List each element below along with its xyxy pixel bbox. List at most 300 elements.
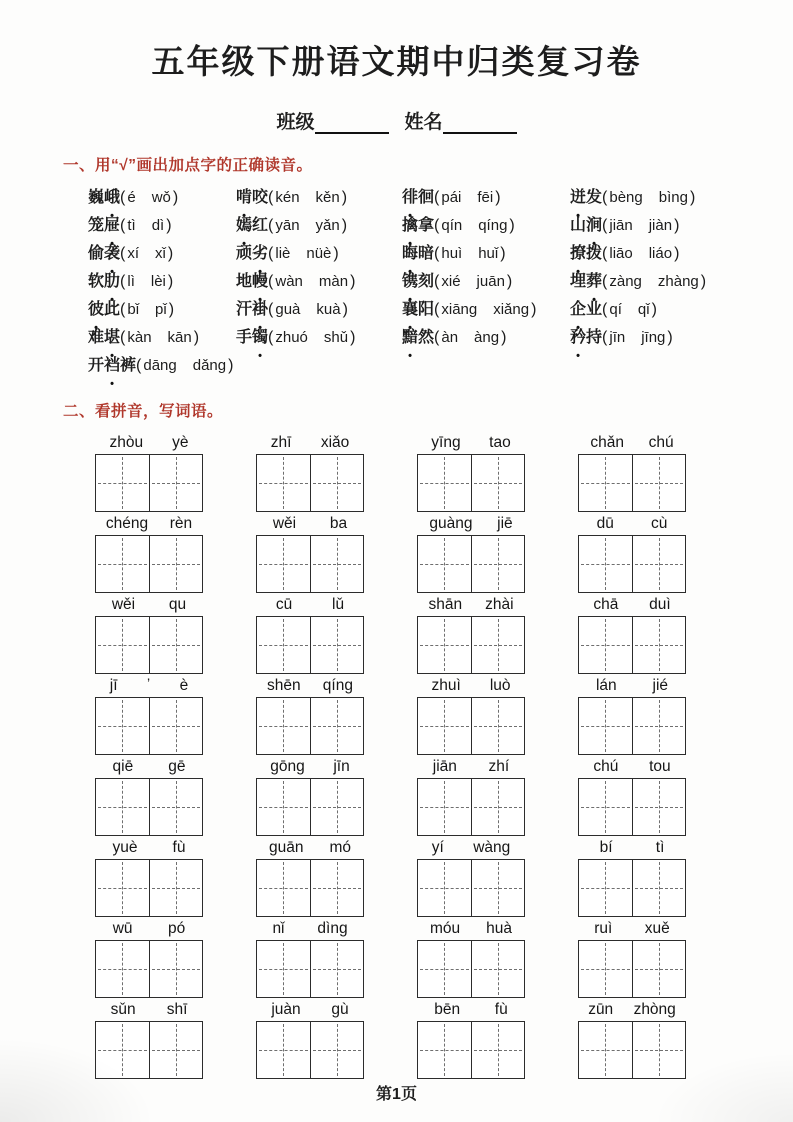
writing-box[interactable] — [95, 454, 203, 512]
writing-cell[interactable] — [96, 536, 149, 592]
writing-cell[interactable] — [579, 1022, 632, 1078]
pinyin-options — [120, 329, 199, 346]
pinyin-syllable: xuě — [644, 920, 670, 937]
pinyin-syllable: móu — [429, 920, 461, 937]
writing-cell[interactable] — [257, 536, 310, 592]
writing-box[interactable] — [95, 616, 203, 674]
pinyin-word-item — [578, 838, 686, 917]
word-char: 涧 — [586, 217, 603, 234]
pinyin-syllable: cū — [275, 596, 293, 613]
writing-cell[interactable] — [310, 779, 364, 835]
word-char: 暗 — [418, 245, 435, 262]
writing-box[interactable] — [256, 454, 364, 512]
writing-cell[interactable] — [418, 860, 471, 916]
writing-cell[interactable] — [632, 1022, 686, 1078]
writing-box[interactable] — [578, 940, 686, 998]
writing-cell[interactable] — [310, 860, 364, 916]
word-text — [402, 301, 434, 318]
writing-box[interactable] — [417, 454, 525, 512]
writing-cell[interactable] — [632, 779, 686, 835]
pinyin-option[interactable]: qǐ — [637, 301, 650, 318]
word-char: 葬 — [586, 273, 603, 290]
word-char: 业 — [586, 301, 603, 318]
pinyin-option[interactable]: zhàng — [657, 273, 699, 290]
writing-cell[interactable] — [418, 536, 471, 592]
word-text — [236, 329, 268, 346]
writing-cell[interactable] — [149, 698, 203, 754]
pinyin-label — [95, 676, 203, 695]
pinyin-options — [136, 357, 233, 374]
word-char: 屉 — [104, 217, 121, 234]
pinyin-option[interactable]: xǐ — [155, 245, 166, 262]
pinyin-options — [434, 245, 506, 262]
pinyin-label — [95, 595, 203, 614]
pinyin-options — [602, 301, 657, 318]
word-char: 咬 — [252, 189, 269, 206]
writing-cell[interactable] — [96, 941, 149, 997]
pinyin-syllable: gē — [168, 758, 186, 775]
writing-cell[interactable] — [471, 536, 525, 592]
pinyin-syllable: ba — [329, 515, 348, 532]
writing-box[interactable] — [417, 697, 525, 755]
word-text — [236, 301, 268, 318]
pinyin-option[interactable]: zàng — [609, 273, 642, 290]
writing-box[interactable] — [417, 616, 525, 674]
section2-heading: 二、看拼音，写词语。 — [63, 403, 224, 420]
pinyin-option[interactable]: é — [127, 189, 136, 206]
pinyin-word-item — [95, 595, 203, 674]
pinyin-options — [120, 273, 173, 290]
word-char: 山 — [570, 217, 587, 234]
pinyin-option[interactable]: huǐ — [478, 245, 499, 262]
writing-cell[interactable] — [579, 860, 632, 916]
pinyin-word-item — [417, 1000, 525, 1079]
writing-cell[interactable] — [310, 941, 364, 997]
writing-box[interactable] — [417, 535, 525, 593]
pinyin-syllable: gōng — [270, 758, 305, 775]
pinyin-option[interactable]: bèng — [609, 189, 643, 206]
pinyin-option[interactable]: nüè — [306, 245, 332, 262]
writing-box[interactable] — [417, 940, 525, 998]
writing-cell[interactable] — [471, 1022, 525, 1078]
pinyin-option[interactable]: kěn — [315, 189, 340, 206]
pinyin-word-item — [417, 757, 525, 836]
page-number: 第1页 — [376, 1086, 417, 1103]
paren-open: ( — [120, 189, 126, 206]
pinyin-syllable: tì — [655, 839, 665, 856]
writing-cell[interactable] — [96, 698, 149, 754]
pinyin-option[interactable]: kén — [275, 189, 300, 206]
word-item — [402, 324, 570, 352]
pinyin-option[interactable]: zhuó — [275, 329, 308, 346]
pinyin-syllable: dū — [596, 515, 614, 532]
pinyin-option[interactable]: liè — [275, 245, 291, 262]
writing-box[interactable] — [95, 778, 203, 836]
paren-open: ( — [434, 245, 440, 262]
word-char: 难 — [88, 329, 105, 346]
pinyin-option[interactable]: xiāng — [441, 301, 478, 318]
paren-open: ( — [268, 301, 274, 318]
writing-box[interactable] — [578, 616, 686, 674]
writing-cell[interactable] — [579, 617, 632, 673]
writing-cell[interactable] — [310, 455, 364, 511]
writing-cell[interactable] — [579, 536, 632, 592]
pinyin-options — [268, 217, 347, 234]
pinyin-word-item — [578, 757, 686, 836]
writing-cell[interactable] — [471, 941, 525, 997]
writing-box[interactable] — [95, 859, 203, 917]
paren-close: ) — [674, 245, 680, 262]
pinyin-option[interactable]: kān — [167, 329, 192, 346]
pinyin-word-item — [95, 1000, 203, 1079]
writing-box[interactable] — [256, 535, 364, 593]
writing-box[interactable] — [256, 1021, 364, 1079]
paren-open: ( — [434, 273, 440, 290]
word-text — [402, 329, 434, 346]
pinyin-syllable: huà — [486, 920, 512, 937]
word-char: 企 — [570, 301, 587, 318]
word-char: 彼 — [88, 301, 105, 318]
word-char: 阳 — [418, 301, 435, 318]
paren-close: ) — [700, 273, 707, 290]
pinyin-syllable: wěi — [111, 596, 136, 613]
writing-cell[interactable] — [418, 941, 471, 997]
word-item — [88, 352, 236, 380]
pinyin-option[interactable]: dāng — [143, 357, 177, 374]
pinyin-label — [95, 1000, 203, 1019]
word-item — [570, 268, 783, 296]
pinyin-syllable: jī — [109, 677, 118, 694]
pinyin-word-item — [256, 838, 364, 917]
name-label: 姓名 — [404, 112, 443, 133]
writing-box[interactable] — [417, 859, 525, 917]
pinyin-label — [578, 919, 686, 938]
pinyin-option[interactable]: qín — [441, 217, 463, 234]
pinyin-syllable: sǔn — [110, 1001, 136, 1018]
pinyin-option[interactable]: liāo — [609, 245, 633, 262]
pinyin-syllable: chú — [593, 758, 619, 775]
pinyin-option[interactable]: yǎn — [315, 217, 340, 234]
writing-cell[interactable] — [257, 617, 310, 673]
writing-cell[interactable] — [310, 617, 364, 673]
pinyin-label — [256, 433, 364, 452]
writing-box[interactable] — [417, 1021, 525, 1079]
pinyin-word-item — [256, 676, 364, 755]
pinyin-syllable: cù — [651, 515, 668, 532]
word-char: 堪 — [104, 329, 121, 346]
writing-cell[interactable] — [579, 941, 632, 997]
pinyin-options — [120, 301, 174, 318]
writing-cell[interactable] — [149, 536, 203, 592]
pinyin-options — [602, 217, 679, 234]
writing-cell[interactable] — [149, 860, 203, 916]
pinyin-option[interactable]: shǔ — [323, 329, 349, 346]
pinyin-option[interactable]: kuà — [316, 301, 341, 318]
pinyin-syllable: jiē — [497, 515, 513, 532]
pinyin-syllable: guān — [268, 839, 304, 856]
word-char: 矜 — [570, 329, 587, 346]
paren-close: ) — [168, 301, 175, 318]
pinyin-options — [434, 301, 536, 318]
word-text — [570, 329, 602, 346]
paren-open: ( — [602, 273, 608, 290]
pinyin-word-item — [256, 514, 364, 593]
word-char: 黯 — [402, 329, 419, 346]
pinyin-option[interactable]: àng — [474, 329, 500, 346]
word-char: 此 — [104, 301, 121, 318]
pinyin-option[interactable]: liáo — [648, 245, 673, 262]
pinyin-options — [268, 301, 348, 318]
pinyin-option[interactable]: àn — [441, 329, 459, 346]
pinyin-option[interactable]: wǒ — [151, 189, 171, 206]
paren-open: ( — [602, 189, 608, 206]
pinyin-syllable: dìng — [317, 920, 348, 937]
pinyin-syllable: zhòu — [109, 434, 144, 451]
writing-cell[interactable] — [257, 860, 310, 916]
pinyin-option[interactable]: màn — [318, 273, 349, 290]
pinyin-option[interactable]: pǐ — [155, 301, 167, 318]
pinyin-syllable: pó — [168, 920, 186, 937]
writing-cell[interactable] — [96, 455, 149, 511]
writing-cell[interactable] — [310, 1022, 364, 1078]
pinyin-label — [417, 595, 525, 614]
pinyin-option[interactable]: bǐ — [127, 301, 140, 318]
writing-cell[interactable] — [579, 698, 632, 754]
pinyin-syllable: qíng — [322, 677, 353, 694]
word-item — [236, 324, 402, 352]
writing-cell[interactable] — [632, 617, 686, 673]
writing-cell[interactable] — [149, 779, 203, 835]
pinyin-syllable: wū — [112, 920, 133, 937]
paren-close: ) — [674, 217, 680, 234]
writing-box[interactable] — [256, 940, 364, 998]
paren-close: ) — [341, 189, 348, 206]
pinyin-option[interactable]: xí — [127, 245, 140, 262]
writing-cell[interactable] — [96, 779, 149, 835]
word-text — [402, 273, 434, 290]
writing-box[interactable] — [578, 778, 686, 836]
writing-cell[interactable] — [579, 455, 632, 511]
pinyin-label — [417, 1000, 525, 1019]
writing-cell[interactable] — [471, 860, 525, 916]
pinyin-options — [434, 329, 506, 346]
paren-close: ) — [166, 217, 172, 234]
writing-cell[interactable] — [632, 698, 686, 754]
word-char: 偷 — [88, 245, 105, 262]
pinyin-syllable: fù — [172, 839, 186, 856]
pinyin-option[interactable]: guà — [275, 301, 301, 318]
writing-cell[interactable] — [310, 698, 364, 754]
writing-cell[interactable] — [632, 941, 686, 997]
writing-cell[interactable] — [257, 455, 310, 511]
pinyin-option[interactable]: huì — [441, 245, 463, 262]
pinyin-option[interactable]: tì — [127, 217, 136, 234]
pinyin-word-item — [256, 757, 364, 836]
pinyin-option[interactable]: xiǎng — [493, 301, 530, 318]
word-char: 嫣 — [236, 217, 253, 234]
word-item — [88, 296, 236, 324]
pinyin-syllable: jié — [652, 677, 669, 694]
pinyin-syllable: chǎn — [590, 434, 624, 451]
writing-cell[interactable] — [471, 779, 525, 835]
writing-cell[interactable] — [632, 860, 686, 916]
word-item — [402, 184, 570, 212]
writing-box[interactable] — [578, 454, 686, 512]
paren-close: ) — [228, 357, 234, 374]
pinyin-label — [417, 757, 525, 776]
pinyin-option[interactable]: yān — [275, 217, 300, 234]
writing-box[interactable] — [95, 1021, 203, 1079]
writing-cell[interactable] — [418, 779, 471, 835]
pinyin-option[interactable]: xié — [441, 273, 461, 290]
pinyin-syllable: shēn — [267, 677, 301, 694]
pinyin-label — [95, 433, 203, 452]
writing-cell[interactable] — [579, 779, 632, 835]
pinyin-word-item — [578, 514, 686, 593]
word-char: 开 — [88, 357, 105, 374]
writing-cell[interactable] — [471, 617, 525, 673]
word-text — [570, 189, 602, 206]
word-char: 裤 — [120, 357, 137, 374]
writing-cell[interactable] — [96, 860, 149, 916]
pinyin-word-item — [256, 595, 364, 674]
pinyin-option[interactable]: qí — [609, 301, 622, 318]
pinyin-label — [95, 757, 203, 776]
pinyin-option[interactable]: juān — [476, 273, 505, 290]
writing-box[interactable] — [95, 697, 203, 755]
pinyin-option[interactable]: lì — [127, 273, 135, 290]
writing-box[interactable] — [256, 859, 364, 917]
paren-close: ) — [193, 329, 200, 346]
word-char: 持 — [586, 329, 603, 346]
writing-cell[interactable] — [418, 617, 471, 673]
paren-close: ) — [651, 301, 657, 318]
pinyin-syllable: gù — [331, 1001, 349, 1018]
pinyin-option[interactable]: kàn — [127, 329, 152, 346]
writing-box[interactable] — [256, 778, 364, 836]
paren-open: ( — [136, 357, 142, 374]
pinyin-option[interactable]: bìng — [658, 189, 688, 206]
writing-cell[interactable] — [257, 1022, 310, 1078]
writing-box[interactable] — [95, 535, 203, 593]
pinyin-label — [578, 433, 686, 452]
paren-open: ( — [120, 273, 126, 290]
writing-cell[interactable] — [257, 941, 310, 997]
name-input-line[interactable] — [443, 114, 517, 134]
paren-open: ( — [120, 217, 126, 234]
pinyin-option[interactable]: lèi — [150, 273, 166, 290]
writing-box[interactable] — [578, 1021, 686, 1079]
writing-box[interactable] — [256, 616, 364, 674]
writing-cell[interactable] — [418, 698, 471, 754]
word-char: 徊 — [418, 189, 435, 206]
word-item — [236, 212, 402, 240]
writing-cell[interactable] — [632, 455, 686, 511]
pinyin-option[interactable]: dǎng — [192, 357, 227, 374]
pinyin-syllable: è — [179, 677, 189, 694]
word-char: 埋 — [570, 273, 587, 290]
word-char: 裆 — [104, 357, 121, 374]
pinyin-syllable: wěi — [272, 515, 297, 532]
pinyin-word-item — [578, 676, 686, 755]
pinyin-word-item — [256, 433, 364, 512]
paren-open: ( — [434, 189, 440, 206]
paren-close: ) — [167, 273, 174, 290]
writing-box[interactable] — [256, 697, 364, 755]
writing-box[interactable] — [578, 859, 686, 917]
pinyin-syllable: bēn — [434, 1001, 461, 1018]
paren-open: ( — [120, 301, 126, 318]
pinyin-syllable: rèn — [169, 515, 193, 532]
pinyin-syllable: tou — [649, 758, 671, 775]
paren-close: ) — [667, 329, 673, 346]
word-text — [570, 301, 602, 318]
pinyin-syllable: zhuì — [431, 677, 461, 694]
pinyin-word-item — [578, 919, 686, 998]
pinyin-option[interactable]: jīng — [641, 329, 666, 346]
writing-box[interactable] — [578, 535, 686, 593]
writing-cell[interactable] — [149, 1022, 203, 1078]
pinyin-label — [578, 676, 686, 695]
pinyin-option[interactable]: dì — [151, 217, 165, 234]
pinyin-word-item — [417, 433, 525, 512]
pinyin-option[interactable]: jiàn — [648, 217, 673, 234]
pinyin-syllable: yí — [431, 839, 444, 856]
writing-cell[interactable] — [96, 1022, 149, 1078]
pinyin-option[interactable]: jīn — [609, 329, 626, 346]
pinyin-label — [95, 919, 203, 938]
writing-box[interactable] — [417, 778, 525, 836]
pinyin-options — [602, 245, 679, 262]
pinyin-option[interactable]: qíng — [478, 217, 508, 234]
writing-cell[interactable] — [149, 455, 203, 511]
writing-cell[interactable] — [149, 941, 203, 997]
pinyin-option[interactable]: jiān — [609, 217, 633, 234]
writing-cell[interactable] — [257, 779, 310, 835]
pinyin-option[interactable]: fēi — [477, 189, 494, 206]
word-item — [570, 184, 783, 212]
writing-cell[interactable] — [471, 698, 525, 754]
pinyin-syllable: chā — [593, 596, 619, 613]
writing-cell[interactable] — [96, 617, 149, 673]
writing-cell[interactable] — [149, 617, 203, 673]
pinyin-syllable: yuè — [112, 839, 138, 856]
writing-cell[interactable] — [310, 536, 364, 592]
writing-cell[interactable] — [257, 698, 310, 754]
word-char: 地 — [236, 273, 253, 290]
word-item — [88, 324, 236, 352]
writing-cell[interactable] — [418, 455, 471, 511]
paren-close: ) — [350, 273, 356, 290]
writing-box[interactable] — [578, 697, 686, 755]
class-input-line[interactable] — [315, 114, 389, 134]
pinyin-syllable: bí — [599, 839, 613, 856]
pinyin-syllable: duì — [649, 596, 671, 613]
pinyin-syllable: yīng — [431, 434, 461, 451]
pinyin-option[interactable]: wàn — [275, 273, 303, 290]
word-char: 褂 — [252, 301, 269, 318]
paren-open: ( — [434, 301, 440, 318]
pinyin-syllable: zhài — [485, 596, 514, 613]
writing-cell[interactable] — [471, 455, 525, 511]
writing-cell[interactable] — [418, 1022, 471, 1078]
writing-cell[interactable] — [632, 536, 686, 592]
pinyin-label — [95, 838, 203, 857]
pinyin-writing-grid — [95, 433, 686, 1079]
pinyin-option[interactable]: pái — [441, 189, 462, 206]
word-item — [570, 296, 783, 324]
writing-box[interactable] — [95, 940, 203, 998]
